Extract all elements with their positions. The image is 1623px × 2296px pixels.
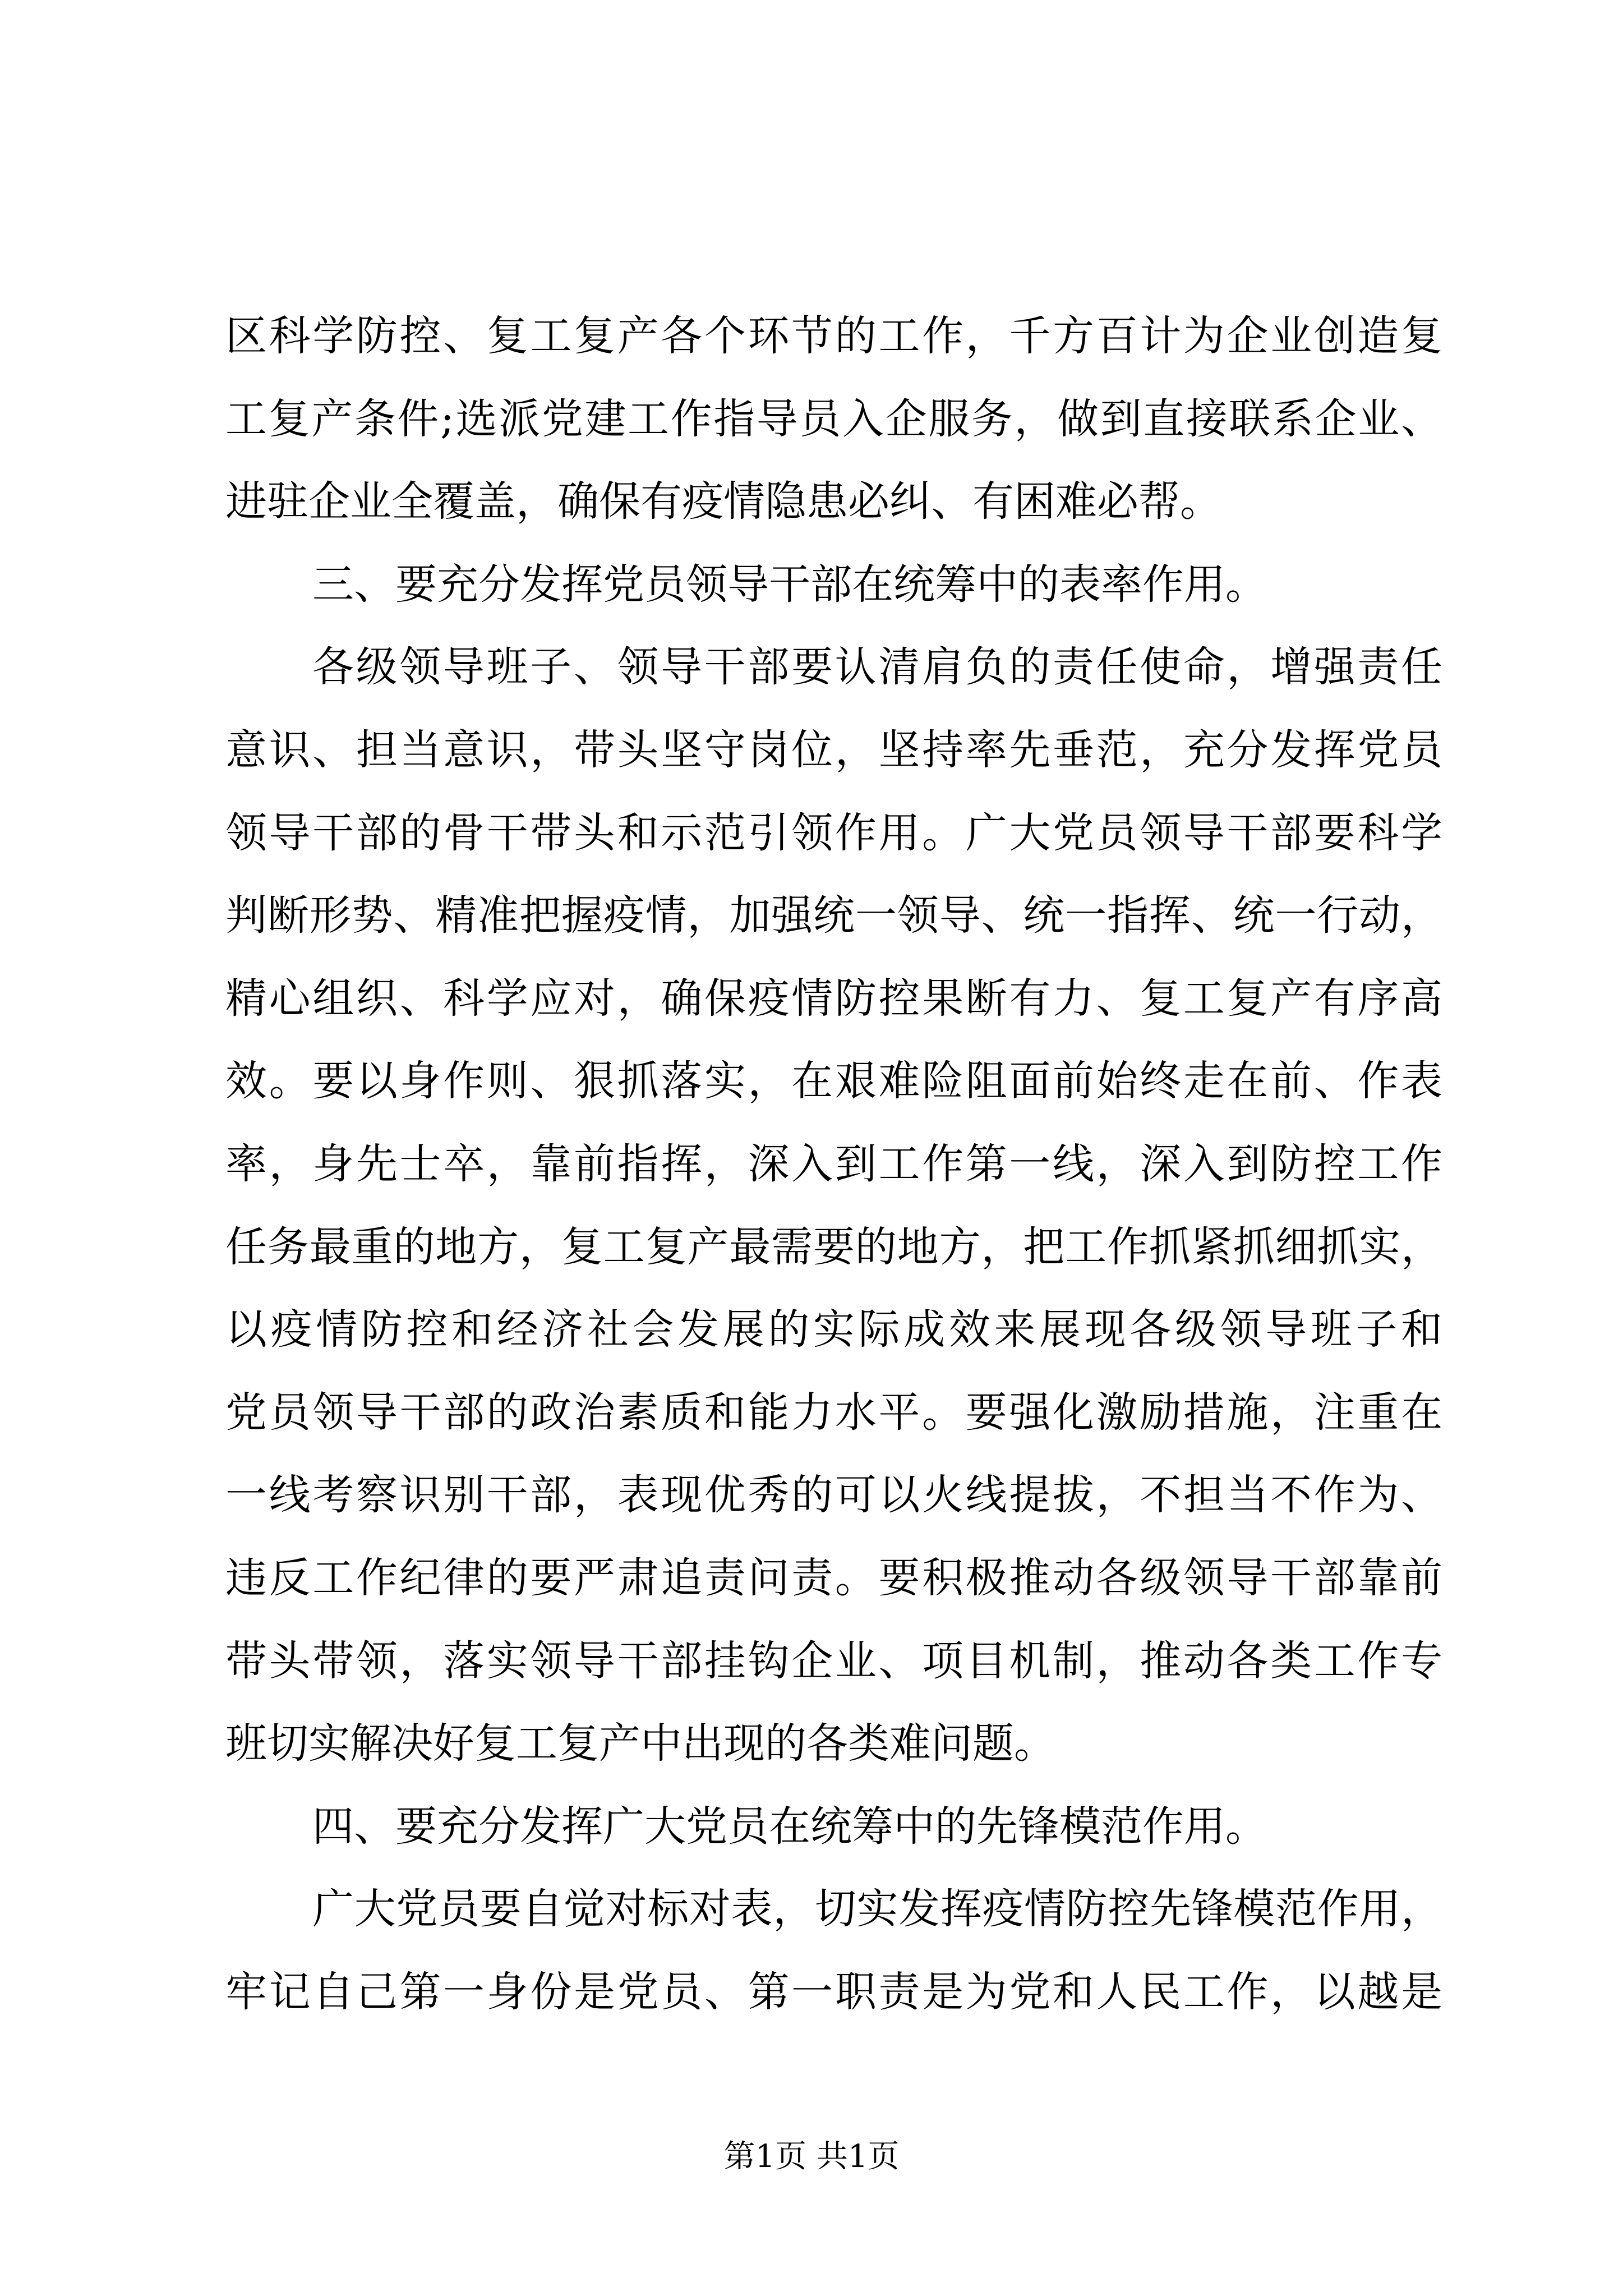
text-line: 区科学防控、复工复产各个环节的工作，千方百计为企业创造复 (225, 312, 1442, 360)
text-line: 各级领导班子、领导干部要认清肩负的责任使命，增强责任 (312, 643, 1442, 692)
text-line: 以疫情防控和经济社会发展的实际成效来展现各级领导班子和 (225, 1305, 1442, 1354)
document-body (225, 295, 1442, 2033)
section-heading: 三、要充分发挥党员领导干部在统筹中的表率作用。 (312, 560, 1267, 609)
section-heading: 四、要充分发挥广大党员在统筹中的先锋模范作用。 (312, 1802, 1267, 1851)
text-line: 牢记自己第一身份是党员、第一职责是为党和人民工作，以越是 (225, 1967, 1442, 2016)
text-line: 一线考察识别干部，表现优秀的可以火线提拔，不担当不作为、 (225, 1471, 1442, 1520)
text-line: 任务最重的地方，复工复产最需要的地方，把工作抓紧抓细抓实， (225, 1222, 1442, 1271)
text-line: 精心组织、科学应对，确保疫情防控果断有力、复工复产有序高 (225, 974, 1442, 1023)
text-line: 判断形势、精准把握疫情，加强统一领导、统一指挥、统一行动， (225, 891, 1442, 940)
text-line: 党员领导干部的政治素质和能力水平。要强化激励措施，注重在 (225, 1388, 1442, 1437)
text-line: 效。要以身作则、狠抓落实，在艰难险阻面前始终走在前、作表 (225, 1057, 1442, 1106)
page-footer: 第1页 共1页 (723, 2138, 900, 2175)
text-line: 班切实解决好复工复产中出现的各类难问题。 (225, 1719, 1055, 1768)
text-line: 意识、担当意识，带头坚守岗位，坚持率先垂范，充分发挥党员 (225, 725, 1442, 774)
text-line: 广大党员要自觉对标对表，切实发挥疫情防控先锋模范作用， (312, 1885, 1442, 1934)
text-line: 领导干部的骨干带头和示范引领作用。广大党员领导干部要科学 (225, 808, 1442, 857)
text-line: 工复产条件;选派党建工作指导员入企服务，做到直接联系企业、 (225, 394, 1442, 443)
text-line: 违反工作纪律的要严肃追责问责。要积极推动各级领导干部靠前 (225, 1553, 1442, 1602)
text-line: 进驻企业全覆盖，确保有疫情隐患必纠、有困难必帮。 (225, 477, 1221, 526)
text-line: 带头带领，落实领导干部挂钩企业、项目机制，推动各类工作专 (225, 1636, 1442, 1685)
text-line: 率，身先士卒，靠前指挥，深入到工作第一线，深入到防控工作 (225, 1139, 1442, 1188)
